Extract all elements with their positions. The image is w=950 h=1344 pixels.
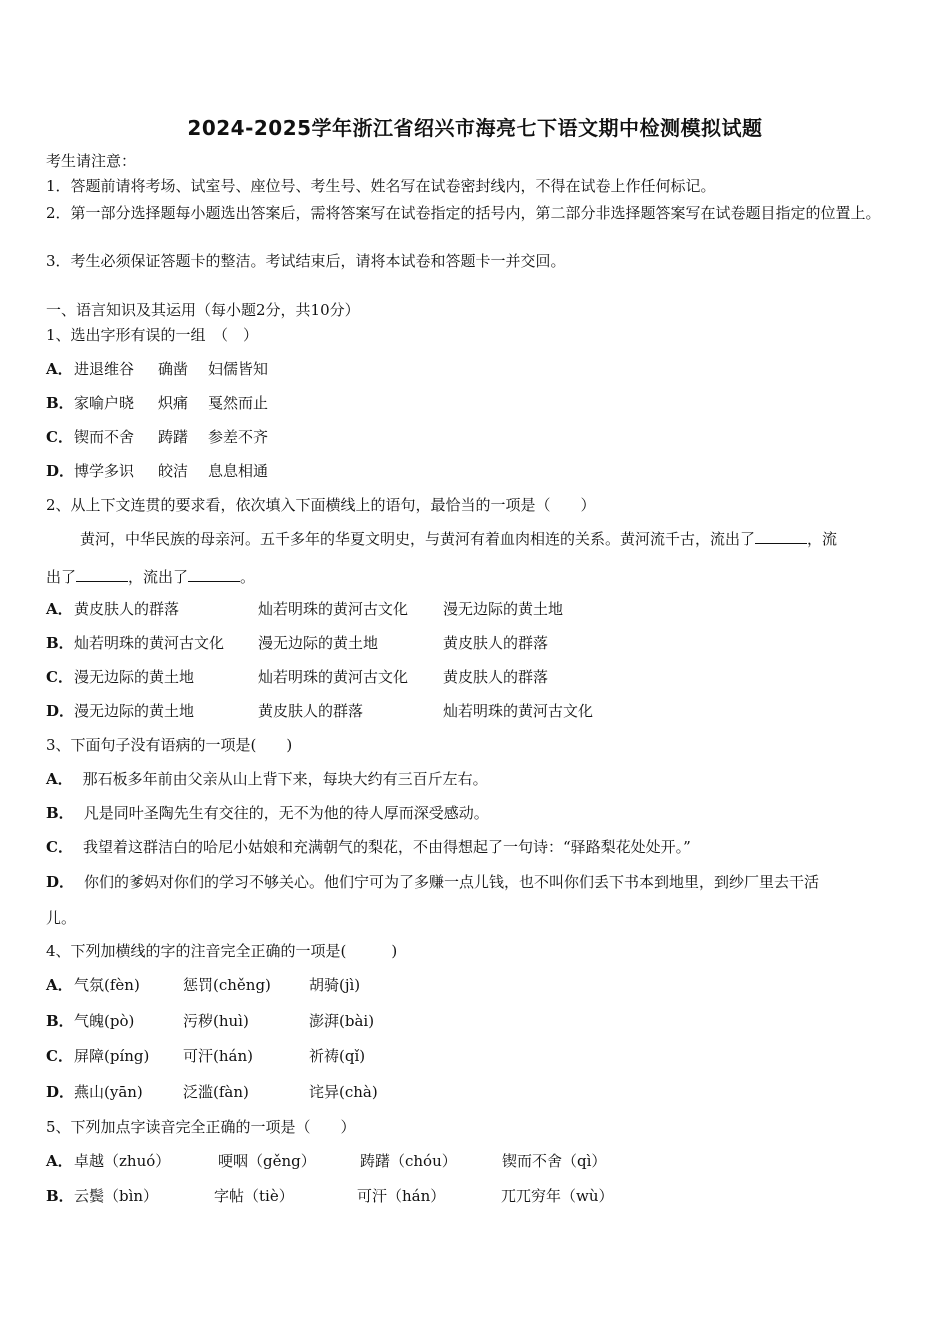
q2-option-b — [46, 633, 549, 653]
reading-item: 锲而不舍（qì） — [502, 1152, 607, 1170]
notice-item-1: 1．答题前请将考场、试室号、座位号、考生号、姓名写在试卷密封线内，不得在试卷上作任何标记。 — [46, 177, 716, 195]
option-word: 炽痛 — [158, 394, 189, 412]
option-text: 那石板多年前由父亲从山上背下来，每块大约有三百斤左右。 — [82, 770, 488, 788]
pinyin-item: 气魄(pò) — [74, 1012, 135, 1030]
option-phrase: 漫无边际的黄土地 — [443, 600, 564, 618]
reading-item: 踌躇（chóu） — [360, 1152, 457, 1170]
option-phrase: 漫无边际的黄土地 — [74, 668, 195, 686]
pinyin-item: 可汗(hán) — [183, 1047, 253, 1065]
q1-option-a — [46, 359, 269, 379]
option-label: C． — [46, 838, 73, 856]
passage-text: ，流 — [807, 530, 838, 548]
pinyin-item: 诧异(chà) — [309, 1083, 378, 1101]
option-phrase: 黄皮肤人的群落 — [443, 668, 549, 686]
option-word: 戛然而止 — [208, 394, 269, 412]
q4-option-b — [46, 1011, 375, 1031]
q3-option-d — [46, 872, 819, 892]
option-label: B． — [46, 804, 74, 822]
pinyin-item: 惩罚(chěng) — [183, 976, 271, 994]
fill-blank — [188, 567, 240, 582]
passage-text: 黄河，中华民族的母亲河。五千多年的华夏文明史，与黄河有着血肉相连的关系。黄河流千古，流出了 — [80, 530, 756, 548]
option-label: D． — [46, 1083, 75, 1101]
q2-option-c — [46, 667, 549, 687]
q3-option-d-continued — [46, 908, 76, 928]
passage-text: 。 — [240, 568, 256, 586]
pinyin-item: 澎湃(bài) — [309, 1012, 375, 1030]
option-phrase: 黄皮肤人的群落 — [258, 702, 364, 720]
q3-option-a — [46, 769, 488, 789]
option-phrase: 漫无边际的黄土地 — [258, 634, 379, 652]
fill-blank — [76, 567, 128, 582]
option-label: A． — [46, 360, 73, 378]
reading-item: 卓越（zhuó） — [74, 1152, 171, 1170]
reading-item: 字帖（tiè） — [214, 1187, 294, 1205]
option-word: 家喻户晓 — [74, 394, 135, 412]
fill-blank — [755, 529, 807, 544]
option-label: B． — [46, 634, 74, 652]
reading-item: 可汗（hán） — [357, 1187, 446, 1205]
option-label: B． — [46, 394, 74, 412]
option-label: C． — [46, 668, 73, 686]
option-phrase: 灿若明珠的黄河古文化 — [443, 702, 594, 720]
pinyin-item: 污秽(huì) — [183, 1012, 249, 1030]
q5-option-b — [46, 1186, 614, 1206]
option-label: C． — [46, 428, 73, 446]
pinyin-item: 胡骑(jì) — [309, 976, 361, 994]
pinyin-item: 泛滥(fàn) — [183, 1083, 249, 1101]
option-label: D． — [46, 462, 75, 480]
option-phrase: 黄皮肤人的群落 — [74, 600, 180, 618]
option-label: A． — [46, 600, 73, 618]
option-phrase: 灿若明珠的黄河古文化 — [258, 600, 409, 618]
option-phrase: 黄皮肤人的群落 — [443, 634, 549, 652]
pinyin-item: 祈祷(qǐ) — [309, 1047, 366, 1065]
q3-option-b — [46, 803, 489, 823]
q3-option-c — [46, 837, 691, 857]
pinyin-item: 燕山(yān) — [74, 1083, 143, 1101]
passage-text: ，流出了 — [128, 568, 189, 586]
option-word: 踌躇 — [158, 428, 189, 446]
option-text: 你们的爹妈对你们的学习不够关心。他们宁可为了多赚一点儿钱，也不叫你们丢下书本到地里，到纱厂里去干活 — [84, 873, 820, 891]
q4-option-a — [46, 975, 361, 995]
notice-item-3: 3．考生必须保证答题卡的整洁。考试结束后，请将本试卷和答题卡一并交回。 — [46, 252, 566, 270]
option-text: 儿。 — [46, 909, 77, 927]
option-text: 我望着这群洁白的哈尼小姑娘和充满朝气的梨花，不由得想起了一句诗：“驿路梨花处处开。” — [82, 838, 691, 856]
option-label: D． — [46, 873, 75, 891]
q5-option-a — [46, 1151, 607, 1171]
option-label: B． — [46, 1012, 74, 1030]
section-heading: 一、语言知识及其运用（每小题2分，共10分） — [46, 301, 360, 319]
reading-item: 兀兀穷年（wù） — [501, 1187, 614, 1205]
reading-item: 哽咽（gěng） — [218, 1152, 316, 1170]
option-word: 参差不齐 — [208, 428, 269, 446]
q1-option-d — [46, 461, 269, 481]
option-label: A． — [46, 770, 73, 788]
question-3-stem: 3、下面句子没有语病的一项是( ) — [46, 736, 293, 754]
question-4-stem: 4、下列加横线的字的注音完全正确的一项是( ) — [46, 942, 398, 960]
notice-item-2: 2．第一部分选择题每小题选出答案后，需将答案写在试卷指定的括号内，第二部分非选择题答案写在试卷题目指定的位置上。 — [46, 204, 881, 222]
option-word: 皎洁 — [158, 462, 189, 480]
q4-option-d — [46, 1082, 378, 1102]
q4-option-c — [46, 1046, 366, 1066]
option-phrase: 灿若明珠的黄河古文化 — [74, 634, 225, 652]
pinyin-item: 气氛(fèn) — [74, 976, 140, 994]
q2-option-d — [46, 701, 594, 721]
option-label: C． — [46, 1047, 73, 1065]
page-title: 2024-2025学年浙江省绍兴市海亮七下语文期中检测模拟试题 — [187, 116, 763, 140]
option-word: 锲而不舍 — [74, 428, 135, 446]
option-phrase: 漫无边际的黄土地 — [74, 702, 195, 720]
option-label: A． — [46, 1152, 73, 1170]
option-word: 进退维谷 — [74, 360, 135, 378]
option-label: D． — [46, 702, 75, 720]
option-label: B． — [46, 1187, 74, 1205]
option-label: A． — [46, 976, 73, 994]
option-phrase: 灿若明珠的黄河古文化 — [258, 668, 409, 686]
option-text: 凡是同叶圣陶先生有交往的，无不为他的待人厚而深受感动。 — [83, 804, 489, 822]
question-5-stem: 5、下列加点字读音完全正确的一项是（ ） — [46, 1118, 356, 1136]
question-2-stem: 2、从上下文连贯的要求看，依次填入下面横线上的语句，最恰当的一项是（ ） — [46, 496, 596, 514]
q2-passage-line-2 — [46, 567, 255, 587]
q1-option-b — [46, 393, 269, 413]
q2-option-a — [46, 599, 564, 619]
notice-heading: 考生请注意： — [46, 152, 137, 170]
option-word: 博学多识 — [74, 462, 135, 480]
question-1-stem: 1、选出字形有误的一组 （ ） — [46, 326, 259, 344]
option-word: 息息相通 — [208, 462, 269, 480]
reading-item: 云鬓（bìn） — [74, 1187, 159, 1205]
q1-option-c — [46, 427, 269, 447]
option-word: 妇儒皆知 — [208, 360, 269, 378]
pinyin-item: 屏障(píng) — [74, 1047, 150, 1065]
q2-passage-line-1 — [80, 529, 837, 549]
passage-text: 出了 — [46, 568, 77, 586]
option-word: 确凿 — [158, 360, 189, 378]
